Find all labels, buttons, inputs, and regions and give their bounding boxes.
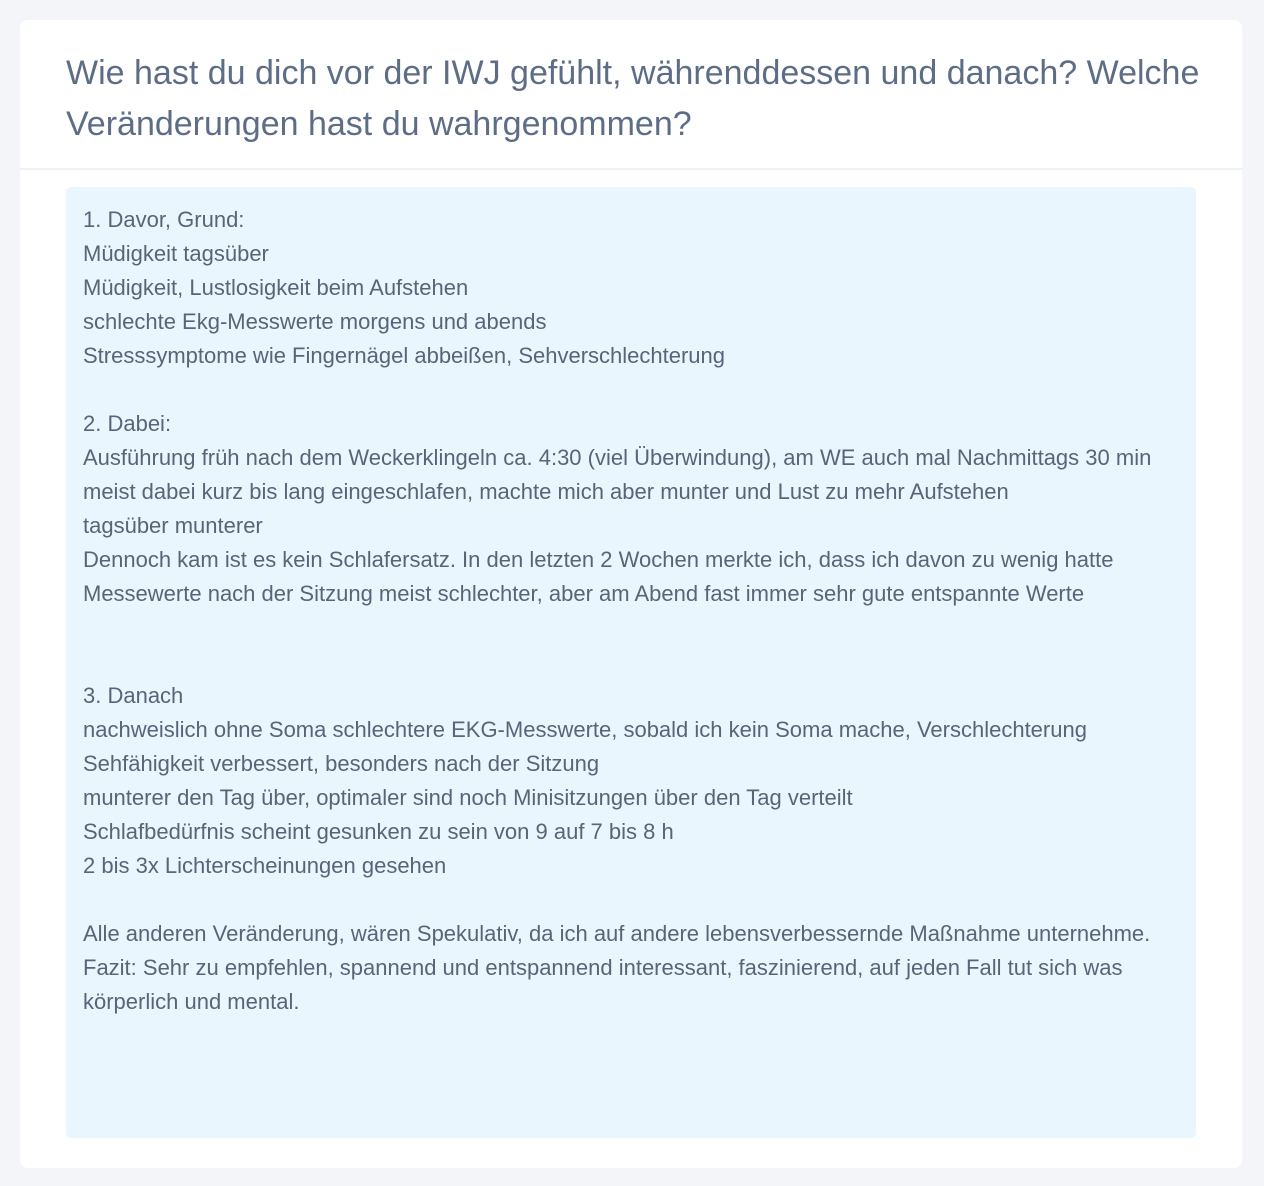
question-title: Wie hast du dich vor der IWJ gefühlt, währenddessen und danach? Welche Veränderungen hast du wahrgenommen? <box>66 54 1200 143</box>
answer-box <box>66 187 1196 1138</box>
answer-text: 1. Davor, Grund: Müdigkeit tagsüber Müdigkeit, Lustlosigkeit beim Aufstehen schlechte Ekg-Messwerte morgens und abends Stresssymptome wie Fingernägel abbeißen, Sehverschlechterung 2. Dabei: Ausführung früh nach dem Weckerklingeln ca. 4:30 (viel Überwindung), am WE auch mal Nachmittags 30 min meist dabei kurz bis lang eingeschlafen, machte mich aber munter und Lust zu mehr Aufstehen tagsüber munterer Dennoch kam ist es kein Schlafersatz. In den letzten 2 Wochen merkte ich, dass ich davon zu wenig hatte Messewerte nach der Sitzung meist schlechter, aber am Abend fast immer sehr gute entspannte Werte 3. Danach nachweislich ohne Soma schlechtere EKG-Messwerte, sobald ich kein Soma mache, Verschlechterung Sehfähigkeit verbessert, besonders nach der Sitzung munterer den Tag über, optimaler sind noch Minisitzungen über den Tag verteilt Schlafbedürfnis scheint gesunken zu sein von 9 auf 7 bis 8 h 2 bis 3x Lichterscheinungen gesehen Alle anderen Veränderung, wären Spekulativ, da ich auf andere lebensverbessernde Maßnahme unternehme. Fazit: Sehr zu empfehlen, spannend und entspannend interessant, faszinierend, auf jeden Fall tut sich was körperlich und mental. <box>83 207 1152 1014</box>
question-card <box>20 20 1242 1168</box>
question-header <box>20 20 1242 170</box>
